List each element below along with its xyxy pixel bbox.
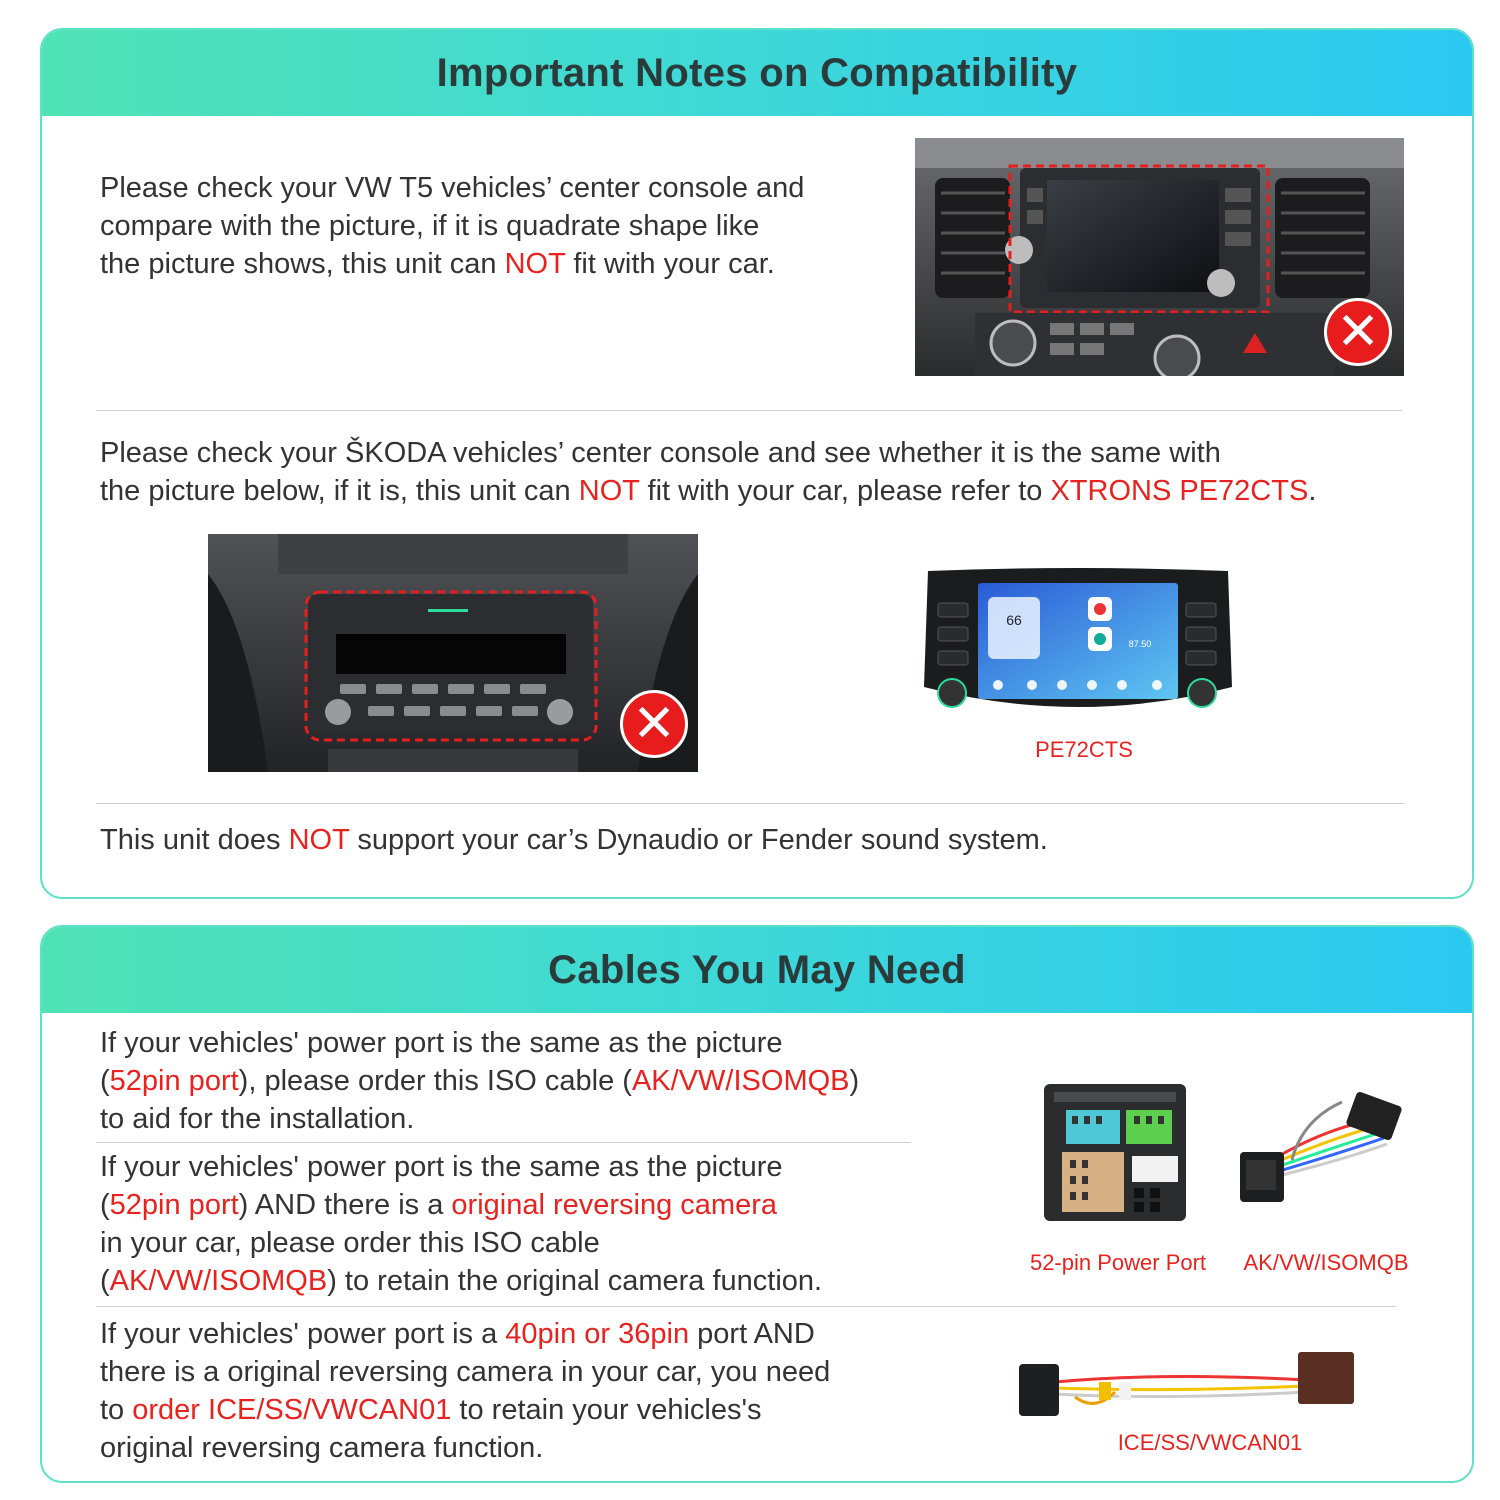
divider (96, 803, 1404, 804)
pe72cts-head-unit-image (922, 567, 1234, 723)
divider (96, 410, 1402, 411)
ice-ss-vwcan01-cable-image (1015, 1352, 1355, 1422)
pe72cts-caption: PE72CTS (1035, 737, 1133, 762)
not-warning: NOT (504, 248, 566, 280)
ice-ss-vwcan01-caption: ICE/SS/VWCAN01 (1117, 1430, 1303, 1455)
cable-note-2: If your vehicles' power port is the same as the picture (52pin port) AND there is a original reversing camera in your car, please order this ISO cable (AK/VW/ISOMQB) to retain the original camera function. (100, 1151, 823, 1297)
compatibility-title: Important Notes on Compatibility (436, 50, 1078, 95)
ak-vw-isomqb-cable-image (1232, 1090, 1410, 1210)
52-pin-port-caption: 52-pin Power Port (1029, 1250, 1207, 1275)
cables-title: Cables You May Need (548, 947, 966, 992)
divider (96, 1306, 1396, 1307)
pe72cts-link: XTRONS PE72CTS (1050, 475, 1309, 507)
cable-note-1: If your vehicles' power port is the same as the picture (52pin port), please order this ISO cable (AK/VW/ISOMQB) to aid for the installation. (100, 1027, 860, 1135)
skoda-note: Please check your ŠKODA vehicles’ center console and see whether it is the same with the picture below, if it is, this unit can NOT fit with your car, please refer to XTRONS PE72CTS. (100, 437, 1317, 507)
divider (96, 1142, 911, 1143)
cable-note-3: If your vehicles' power port is a 40pin or 36pin port AND there is a original reversing camera in your car, you need to order ICE/SS/VWCAN01 to retain your vehicles's original reversing camera function. (100, 1318, 831, 1464)
52-pin-power-port-image (1040, 1080, 1190, 1225)
sound-system-note: This unit does NOT support your car’s Dynaudio or Fender sound system. (100, 824, 1048, 856)
close-icon: ✕ (620, 690, 688, 758)
close-icon: ✕ (1324, 298, 1392, 366)
compatibility-header (42, 30, 1472, 116)
ak-vw-isomqb-caption: AK/VW/ISOMQB (1243, 1250, 1409, 1275)
speed-readout: 66 (1006, 612, 1022, 628)
cables-header (42, 927, 1472, 1013)
vw-t5-note: Please check your VW T5 vehicles’ center console and compare with the picture, if it is quadrate shape like the picture shows, this unit can NOT fit with your car. (100, 172, 805, 280)
radio-frequency: 87.50 (1128, 639, 1152, 649)
